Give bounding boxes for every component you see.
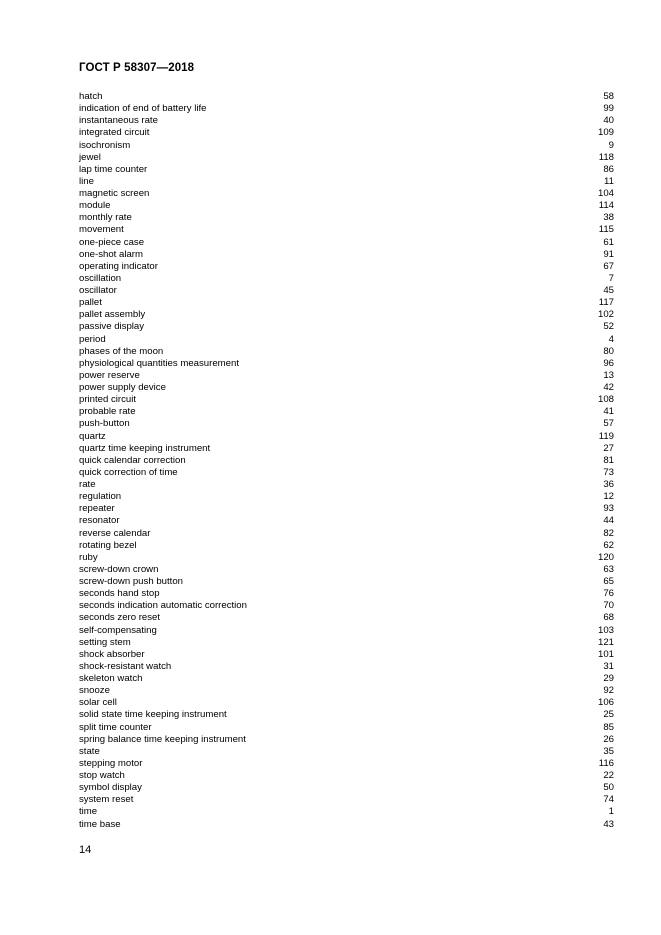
term-index-list [79,91,614,831]
index-entry [79,697,614,709]
index-term-number: 109 [597,127,614,139]
index-term: stop watch [79,770,125,781]
index-entry [79,418,614,430]
index-entry [79,188,614,200]
index-entry [79,297,614,309]
index-term-number: 12 [603,491,614,503]
index-entry [79,758,614,770]
index-term-number: 4 [608,333,614,345]
index-term-number: 25 [603,709,614,721]
index-term-number: 70 [603,600,614,612]
index-term-number: 92 [603,685,614,697]
index-term: quartz time keeping instrument [79,442,211,454]
index-term-number: 118 [598,151,614,163]
page-number: 14 [79,844,92,856]
index-entry [79,685,614,697]
index-term-number: 31 [603,660,614,672]
index-term-number: 62 [603,539,614,551]
index-entry [79,249,614,261]
index-term-number: 58 [603,91,614,102]
index-term: symbol display [79,782,142,794]
index-term-number: 82 [603,527,614,539]
index-term-number: 11 [604,175,614,187]
index-term: one-piece case [79,236,145,248]
index-term: solar cell [79,697,117,709]
index-term-number: 40 [603,115,614,127]
index-term-number: 41 [603,406,614,418]
index-entry [79,746,614,758]
index-term: power reserve [79,369,140,381]
index-entry [79,455,614,467]
index-term: integrated circuit [79,127,150,139]
index-term: self-compensating [79,624,157,636]
index-term: screw-down push button [79,576,183,587]
index-entry [79,140,614,152]
index-term-number: 43 [603,818,614,830]
index-term-number: 74 [603,794,614,806]
index-term: solid state time keeping instrument [79,709,227,721]
index-term-number: 42 [603,382,614,393]
index-entry [79,224,614,236]
index-term: stepping motor [79,757,143,769]
index-term-number: 38 [603,212,614,224]
index-entry [79,406,614,418]
index-term-number: 27 [603,442,614,454]
index-term-number: 9 [608,139,614,151]
index-entry [79,528,614,540]
index-entry [79,370,614,382]
index-term: movement [79,224,124,236]
index-term-number: 80 [603,345,614,357]
index-term: line [79,175,94,187]
index-entry [79,103,614,115]
index-entry [79,673,614,685]
index-entry [79,91,614,103]
index-term-number: 50 [603,782,614,794]
index-term: passive display [79,321,145,333]
index-entry [79,261,614,273]
index-entry [79,285,614,297]
index-term-number: 36 [603,479,614,490]
index-term-number: 76 [603,588,614,600]
index-entry [79,770,614,782]
index-term: snooze [79,685,110,697]
index-term-number: 120 [597,551,614,563]
index-term: time base [79,818,121,830]
index-entry [79,200,614,212]
index-term-number: 22 [603,770,614,781]
index-term: period [79,333,106,345]
index-term-number: 13 [603,369,614,381]
index-term-number: 68 [603,612,614,624]
index-term: seconds zero reset [79,612,161,624]
index-term: quartz [79,430,106,442]
index-entry [79,479,614,491]
index-term: seconds indication automatic correction [79,600,247,612]
index-term-number: 101 [597,648,614,660]
index-term-number: 91 [603,248,614,260]
index-entry [79,576,614,588]
index-term: repeater [79,503,115,515]
index-entry [79,734,614,746]
index-entry [79,600,614,612]
index-entry [79,321,614,333]
index-term-number: 102 [597,309,614,321]
index-term: screw-down crown [79,563,159,575]
index-term: spring balance time keeping instrument [79,733,246,745]
index-entry [79,127,614,139]
index-entry [79,540,614,552]
index-term-number: 119 [598,430,614,442]
index-term: split time counter [79,721,152,733]
index-term: reverse calendar [79,527,151,539]
index-entry [79,273,614,285]
index-term: module [79,200,111,212]
index-term-number: 65 [603,576,614,587]
index-entry [79,515,614,527]
index-term-number: 67 [603,260,614,272]
index-entry [79,564,614,576]
index-term: push-button [79,418,130,430]
index-term: oscillator [79,285,117,296]
index-term: physiological quantities measurement [79,357,239,369]
index-term: skeleton watch [79,673,143,684]
index-entry [79,431,614,443]
index-entry [79,709,614,721]
index-entry [79,164,614,176]
index-term-number: 99 [603,103,614,115]
index-term: lap time counter [79,163,148,175]
index-entry [79,552,614,564]
index-term-number: 81 [603,454,614,466]
index-term-number: 116 [598,757,614,769]
index-entry [79,346,614,358]
index-term-number: 35 [603,745,614,757]
index-term: instantaneous rate [79,115,158,127]
index-term-number: 103 [597,624,614,636]
index-term-number: 86 [603,163,614,175]
index-term-number: 7 [608,272,614,284]
index-term-number: 104 [597,188,614,199]
index-term: quick correction of time [79,466,178,478]
index-entry [79,722,614,734]
index-entry [79,358,614,370]
index-entry [79,467,614,479]
index-entry [79,649,614,661]
index-term: ruby [79,551,98,563]
index-term: resonator [79,515,120,527]
index-term: power supply device [79,382,166,393]
index-term-number: 121 [597,636,614,648]
index-term: phases of the moon [79,345,164,357]
index-entry [79,212,614,224]
index-term-number: 96 [603,357,614,369]
index-entry [79,443,614,455]
index-term: probable rate [79,406,136,418]
index-term-number: 108 [597,394,614,406]
index-entry [79,152,614,164]
index-term-number: 1 [608,806,614,818]
index-term: hatch [79,91,103,102]
index-entry [79,806,614,818]
index-term: setting stem [79,636,131,648]
index-term: regulation [79,491,122,503]
index-term: printed circuit [79,394,137,406]
index-entry [79,637,614,649]
index-term-number: 52 [603,321,614,333]
index-term: shock absorber [79,648,145,660]
index-term-number: 44 [603,515,614,527]
index-term: pallet [79,297,102,309]
index-entry [79,491,614,503]
index-term-number: 106 [597,697,614,709]
index-entry [79,819,614,831]
index-term: jewel [79,151,101,163]
index-entry [79,309,614,321]
index-term: seconds hand stop [79,588,160,600]
index-entry [79,176,614,188]
index-term: rotating bezel [79,539,137,551]
index-term: time [79,806,98,818]
index-entry [79,237,614,249]
index-term: oscillation [79,272,122,284]
index-term: quick calendar correction [79,454,186,466]
index-entry [79,503,614,515]
index-term-number: 29 [603,673,614,684]
index-term-number: 115 [598,224,614,236]
index-entry [79,782,614,794]
index-term-number: 117 [598,297,614,309]
index-entry [79,794,614,806]
index-entry [79,588,614,600]
index-term-number: 114 [598,200,614,212]
index-term: isochronism [79,139,131,151]
index-term: indication of end of battery life [79,103,207,115]
index-term: shock-resistant watch [79,660,172,672]
index-term-number: 93 [603,503,614,515]
index-term: state [79,745,100,757]
index-term: pallet assembly [79,309,146,321]
index-term: one-shot alarm [79,248,143,260]
index-term: rate [79,479,96,490]
index-term: magnetic screen [79,188,150,199]
index-term: monthly rate [79,212,132,224]
index-term-number: 63 [603,563,614,575]
index-term-number: 61 [603,236,614,248]
index-term-number: 45 [603,285,614,296]
index-entry [79,661,614,673]
index-term: system reset [79,794,134,806]
index-entry [79,625,614,637]
index-entry [79,382,614,394]
index-term: operating indicator [79,260,158,272]
index-term-number: 73 [603,466,614,478]
index-term-number: 57 [603,418,614,430]
index-entry [79,115,614,127]
index-term-number: 85 [603,721,614,733]
index-entry [79,334,614,346]
document-header: ГОСТ Р 58307—2018 [79,62,195,74]
index-entry [79,612,614,624]
index-entry [79,394,614,406]
index-term-number: 26 [603,733,614,745]
